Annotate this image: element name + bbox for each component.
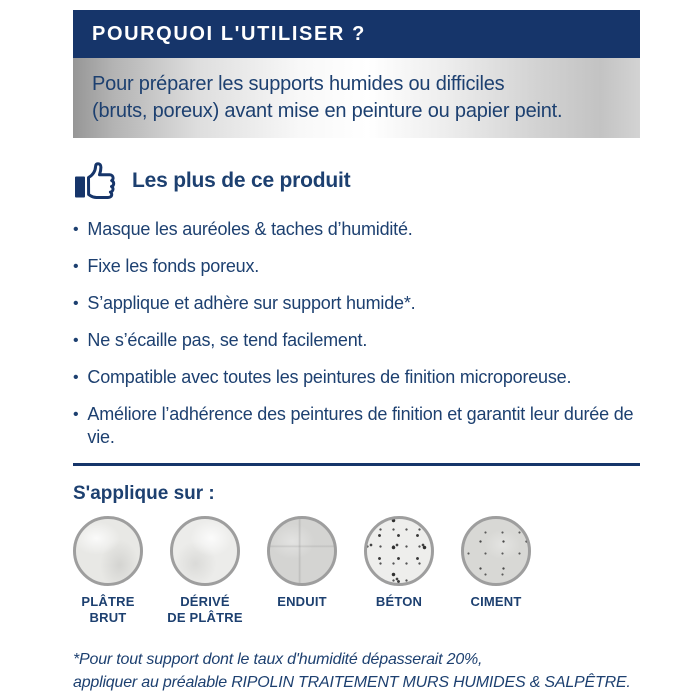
- support-label: [352, 594, 446, 610]
- support-item-beton: [364, 516, 434, 626]
- support-label-line: CIMENT: [470, 594, 522, 609]
- section-title: POURQUOI L'UTILISER ?: [92, 22, 366, 45]
- footnote-line-1: *Pour tout support dont le taux d'humidité dépasserait 20%,: [73, 651, 483, 668]
- support-label-line: DE PLÂTRE: [167, 610, 243, 625]
- product-info-sheet: [73, 10, 640, 694]
- benefits-heading-row: [73, 159, 640, 203]
- benefit-item: [73, 218, 640, 241]
- derive-de-platre-texture-image: [170, 516, 240, 586]
- thumbs-up-icon: [74, 160, 120, 202]
- benefit-text: Ne s’écaille pas, se tend facilement.: [87, 330, 368, 350]
- beton-texture-image: [364, 516, 434, 586]
- bullet-dot: •: [73, 332, 79, 349]
- support-label: [158, 594, 252, 626]
- bullet-dot: •: [73, 295, 79, 312]
- benefit-item: [73, 366, 640, 389]
- supports-row: [73, 516, 640, 626]
- bullet-dot: •: [73, 221, 79, 238]
- intro-line-2: (bruts, poreux) avant mise en peinture ou papier peint.: [92, 100, 563, 122]
- support-label: [255, 594, 349, 610]
- ciment-texture-image: [461, 516, 531, 586]
- benefit-item: [73, 255, 640, 278]
- footnote-line-2: appliquer au préalable RIPOLIN TRAITEMENT MURS HUMIDES & SALPÊTRE.: [73, 674, 631, 691]
- support-label: [61, 594, 155, 626]
- support-label-line: PLÂTRE: [81, 594, 135, 609]
- bullet-dot: •: [73, 406, 79, 423]
- support-item-enduit: [267, 516, 337, 626]
- benefit-text: Fixe les fonds poreux.: [87, 256, 260, 276]
- benefit-item: [73, 292, 640, 315]
- benefit-item: [73, 403, 640, 449]
- benefits-list: [73, 218, 640, 449]
- benefit-text: S’applique et adhère sur support humide*.: [87, 293, 416, 313]
- support-item-derive-de-platre: [167, 516, 243, 626]
- section-header-bar: [73, 10, 640, 58]
- footnote: [73, 648, 640, 694]
- supports-heading: S'applique sur :: [73, 483, 215, 504]
- benefits-heading: Les plus de ce produit: [132, 169, 351, 192]
- support-label-line: ENDUIT: [277, 594, 327, 609]
- enduit-texture-image: [267, 516, 337, 586]
- intro-line-1: Pour préparer les supports humides ou difficiles: [92, 73, 505, 95]
- benefit-text: Compatible avec toutes les peintures de finition microporeuse.: [87, 367, 572, 387]
- benefit-item: [73, 329, 640, 352]
- support-label-line: BÉTON: [375, 594, 423, 609]
- support-label: [449, 594, 543, 610]
- benefit-text: Masque les auréoles & taches d’humidité.: [87, 219, 413, 239]
- bullet-dot: •: [73, 369, 79, 386]
- support-label-line: BRUT: [89, 610, 127, 625]
- support-item-platre-brut: [73, 516, 143, 626]
- divider-line: [73, 463, 640, 466]
- bullet-dot: •: [73, 258, 79, 275]
- benefit-text: Améliore l’adhérence des peintures de finition et garantit leur durée de vie.: [87, 404, 634, 447]
- platre-brut-texture-image: [73, 516, 143, 586]
- support-item-ciment: [461, 516, 531, 626]
- intro-banner: [73, 58, 640, 138]
- support-label-line: DÉRIVÉ: [180, 594, 230, 609]
